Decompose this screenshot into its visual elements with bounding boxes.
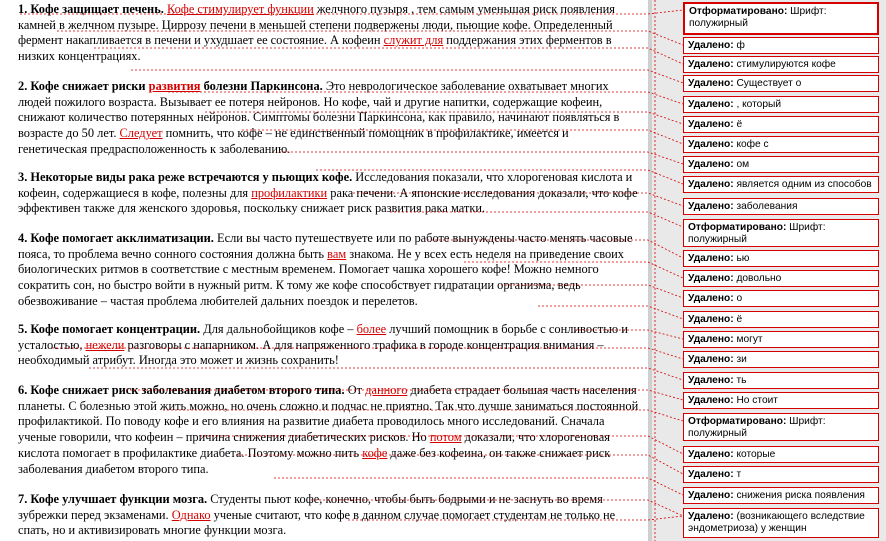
balloon-kind: Удалено:: [688, 334, 734, 345]
balloon-kind: Удалено:: [688, 469, 734, 480]
balloon-text: ё: [733, 314, 743, 325]
balloon-text: Шрифт: полужирный: [689, 6, 827, 29]
leader-line: [163, 410, 683, 421]
paragraph-heading: 3. Некоторые виды рака реже встречаются у пьющих кофе.: [18, 170, 353, 184]
leader-line: [20, 10, 683, 14]
paragraph-heading: 1. Кофе защищает печень.: [18, 2, 164, 16]
balloon-kind: Удалено:: [688, 139, 734, 150]
balloon-kind: Удалено:: [688, 511, 734, 522]
leader-line: [348, 516, 683, 520]
balloon-kind: Удалено:: [688, 159, 734, 170]
balloon-text: ью: [733, 253, 750, 264]
revision-balloon[interactable]: [683, 311, 879, 328]
inserted-text[interactable]: развития: [148, 79, 201, 93]
balloon-kind: Удалено:: [688, 449, 734, 460]
inserted-text[interactable]: более: [356, 322, 387, 336]
balloon-text: ё: [733, 119, 743, 130]
paragraph-3[interactable]: 3. Некоторые виды рака реже встречаются у пьющих кофе. Исследования показали, что хлорогеновая кислота и кофеин, содержащиеся в кофе, полезны для профилактики рака печени. А японские исследования доказали, что кофе эффективен также для женского здоровья, поскольку снижает риск развития рака матки.: [18, 170, 638, 216]
balloon-kind: Удалено:: [688, 201, 734, 212]
leader-line: [464, 262, 683, 278]
revision-balloon[interactable]: [683, 219, 879, 247]
revision-balloon[interactable]: [683, 176, 879, 193]
leader-line: [427, 240, 683, 258]
revision-balloon[interactable]: [683, 446, 879, 463]
balloon-kind: Удалено:: [688, 490, 734, 501]
leader-line: [131, 70, 683, 83]
revision-balloon[interactable]: [683, 270, 879, 287]
leader-line: [52, 348, 683, 359]
balloon-kind: Удалено:: [688, 59, 734, 70]
balloon-text: т: [733, 469, 742, 480]
balloon-text: Шрифт: полужирный: [688, 222, 826, 245]
inserted-text[interactable]: данного: [365, 383, 408, 397]
revision-balloon[interactable]: [683, 37, 879, 54]
revision-balloon[interactable]: [683, 290, 879, 307]
balloon-kind: Удалено:: [688, 354, 734, 365]
paragraph-6[interactable]: 6. Кофе снижает риск заболевания диабетом второго типа. От данного диабета страдает большая часть населения планеты. С болезнью этой жить можно, но очень сложно и подчас не приятно. Так что лучше заниматься постоянной профилактикой. По поводу кофе и его влияния на развитие диабета проводилось много исследований. Сначала ученые говорили, что кофеин – причина снижения диабетических рисков. Но потом доказали, что хлорогеновая кислота помогает в профилактике диабета. Поэтому можно пить кофе даже без кофеина, он также снижает риск заболевания диабетом второго типа.: [18, 383, 639, 476]
balloon-text: могут: [733, 334, 763, 345]
balloon-kind: Удалено:: [688, 253, 734, 264]
balloon-kind: Удалено:: [688, 293, 734, 304]
revision-balloon[interactable]: [683, 156, 879, 173]
balloon-text: зи: [733, 354, 747, 365]
balloon-text: довольно: [733, 273, 782, 284]
balloon-kind: Удалено:: [688, 375, 734, 386]
leader-line: [575, 330, 683, 339]
balloon-kind: Отформатировано:: [688, 222, 787, 233]
leader-line: [200, 436, 683, 454]
revision-balloon[interactable]: [683, 56, 879, 73]
paragraph-heading: 5. Кофе помогает концентрации.: [18, 322, 201, 336]
revision-balloon[interactable]: [683, 2, 879, 35]
revision-balloon[interactable]: [683, 351, 879, 368]
paragraph-4[interactable]: 4. Кофе помогает акклиматизации. Если вы часто путешествуете или по работе вынуждены часто менять часовые пояса, то проблема вечно сонного состояния должна быть вам знакома. Не у всех есть неделя на приведение своих биологических ритмов в соответствие с местным временем. Помогает чашка хорошего кофе! Можно немного сократить сон, но быстро войти в нужный ритм. К тому же кофе способствует гидратации организма, ведь обезвоживание – частая проблема любителей дальних поездок и перелетов.: [18, 231, 633, 308]
revision-balloon[interactable]: [683, 136, 879, 153]
leader-line: [316, 170, 683, 184]
balloon-text: Существует о: [733, 78, 802, 89]
revision-balloon[interactable]: [683, 198, 879, 215]
balloon-kind: Отформатировано:: [689, 6, 788, 17]
balloon-kind: Удалено:: [688, 99, 734, 110]
leader-line: [126, 390, 683, 400]
leader-line: [274, 478, 683, 495]
paragraph-7[interactable]: 7. Кофе улучшает функции мозга. Студенты пьют кофе, конечно, чтобы быть бодрыми и не заснуть во время зубрежки перед экзаменами. Однако ученые считают, что кофе в данном случае помогает студентам не только не спать, но и активизировать многие функции мозга.: [18, 492, 616, 538]
revision-balloon[interactable]: [683, 487, 879, 504]
inserted-text[interactable]: Кофе стимулирует функции: [166, 2, 314, 16]
balloon-text: ом: [733, 159, 750, 170]
balloon-text: ть: [733, 375, 747, 386]
leader-line: [353, 193, 683, 206]
balloon-kind: Удалено:: [688, 78, 734, 89]
leader-line: [538, 306, 683, 319]
leader-line: [237, 455, 683, 474]
revision-balloon[interactable]: [683, 466, 879, 483]
paragraph-5[interactable]: 5. Кофе помогает концентрации. Для дальнобойщиков кофе – более лучший помощник в борьбе с сонливостью и усталостью, нежели разговоры с напарником. А для напряженного трафика в городе концентрация внимания – необходимый атрибут. Иногда это может и жизнь сохранить!: [18, 322, 628, 368]
balloon-text: снижения риска появления: [733, 490, 865, 501]
revision-balloon[interactable]: [683, 116, 879, 133]
revision-balloon[interactable]: [683, 331, 879, 348]
balloon-text: является одним из способов: [733, 179, 872, 190]
balloon-kind: Отформатировано:: [688, 416, 787, 427]
revision-balloon[interactable]: [683, 96, 879, 113]
balloon-text: , который: [733, 99, 782, 110]
paragraph-heading: 6. Кофе снижает риск заболевания диабетом второго типа.: [18, 383, 345, 397]
inserted-text[interactable]: служит для: [383, 33, 444, 48]
balloon-text: (возникающего вследствие эндометриоза) у женщин: [688, 511, 865, 534]
leader-line: [205, 112, 683, 124]
leader-line: [94, 48, 683, 64]
revision-balloon[interactable]: [683, 250, 879, 267]
revision-balloon[interactable]: [683, 392, 879, 409]
leader-line: [501, 285, 683, 298]
leader-line: [279, 152, 683, 164]
balloon-text: стимулируются кофе: [733, 59, 836, 70]
paragraph-heading: 2. Кофе снижает риски развития болезни Паркинсона.: [18, 79, 323, 93]
leader-line: [390, 212, 683, 227]
inserted-text[interactable]: потом: [429, 430, 462, 445]
revision-balloon[interactable]: [683, 413, 879, 441]
balloon-text: ф: [733, 40, 745, 51]
balloon-text: которые: [733, 449, 776, 460]
balloon-text: Но стоит: [733, 395, 778, 406]
balloon-kind: Удалено:: [688, 314, 734, 325]
revision-balloon[interactable]: [683, 75, 879, 92]
inserted-text[interactable]: Однако: [171, 507, 211, 522]
inserted-text[interactable]: вам: [327, 246, 347, 261]
balloon-kind: Удалено:: [688, 40, 734, 51]
revision-balloon[interactable]: [683, 372, 879, 389]
inserted-text[interactable]: нежели: [85, 337, 125, 352]
balloon-text: заболевания: [733, 201, 798, 212]
paragraph-1[interactable]: 1. Кофе защищает печень. Кофе стимулирует функции желчного пузыря , тем самым уменьшая риск появления камней в желчном пузыре. Циррозу печени в меньшей степени подвержены люди, пьющие кофе. Определенный фермент накапливается в печени и ухудшает ее состояние. А кофеин служит для поддержания этих ферментов в низких концентрациях.: [18, 2, 616, 64]
revision-balloon[interactable]: [683, 508, 879, 538]
inserted-text[interactable]: Следует: [119, 126, 163, 141]
leader-line: [57, 31, 683, 48]
leader-line: [311, 500, 683, 516]
balloon-kind: Удалено:: [688, 395, 734, 406]
inserted-text[interactable]: кофе: [362, 445, 388, 460]
balloon-text: кофе с: [733, 139, 769, 150]
balloon-kind: Удалено:: [688, 119, 734, 130]
balloon-kind: Удалено:: [688, 273, 734, 284]
balloon-kind: Удалено:: [688, 179, 734, 190]
balloon-text: о: [733, 293, 743, 304]
leader-line: [89, 368, 683, 380]
inserted-text[interactable]: профилактики: [251, 185, 328, 200]
balloon-text: Шрифт: полужирный: [688, 416, 826, 439]
leader-line: [168, 92, 683, 104]
leader-line: [242, 130, 683, 144]
paragraph-heading: 7. Кофе улучшает функции мозга.: [18, 492, 208, 506]
paragraph-heading: 4. Кофе помогает акклиматизации.: [18, 231, 214, 245]
paragraph-2[interactable]: 2. Кофе снижает риски развития болезни Паркинсона. Это неврологическое заболевание охватывает многих людей пожилого возраста. Вызывает ее потеря нейронов. Но кофе, чай и другие напитки, содержащие кофеин, снижают количество потерянных нейронов. Симптомы болезни Паркинсона, как правило, начинают появляться в возрасте до 50 лет. Следует помнить, что кофе – не единственный помощник в профилактике, имеется и генетическая предрасположенность к заболеванию.: [18, 79, 620, 156]
